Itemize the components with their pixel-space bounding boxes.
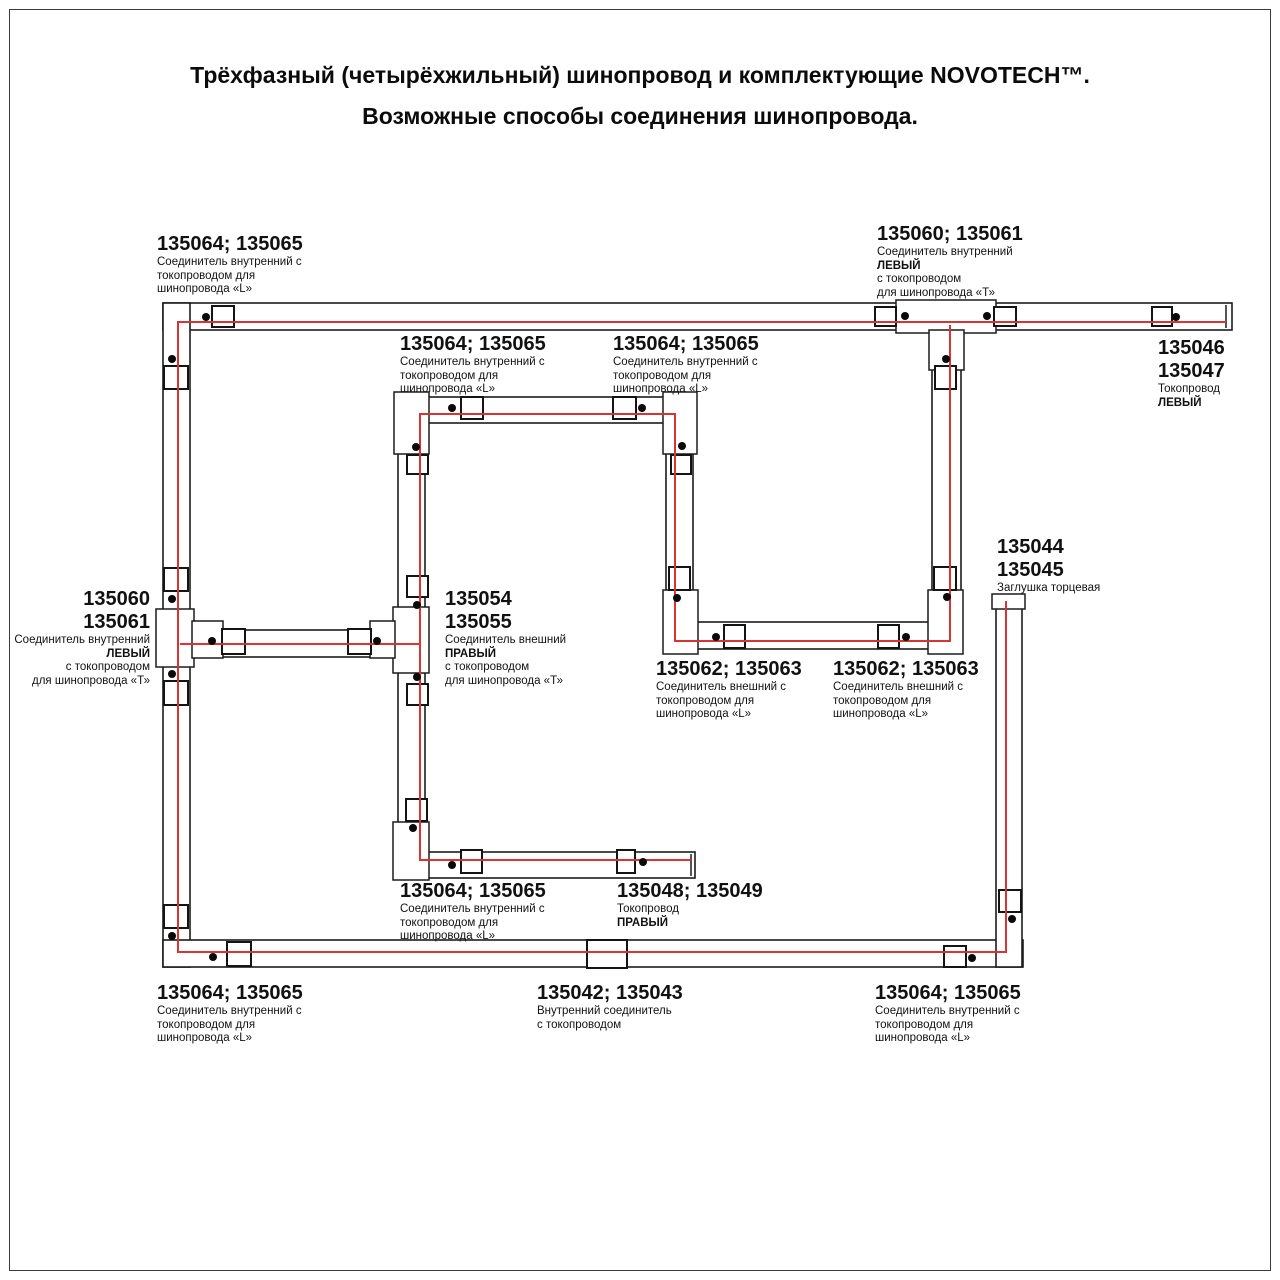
label-middle-top-left-connector <box>400 333 546 397</box>
dot <box>902 633 910 641</box>
label-line: токопроводом для <box>157 269 256 282</box>
part-code: 135064; 135065 <box>400 333 546 355</box>
t-connector-left <box>156 609 194 667</box>
connector-box <box>407 684 428 705</box>
dot <box>901 312 909 320</box>
connector-box <box>222 629 245 654</box>
connector-box <box>164 366 188 389</box>
label-line: с токопроводом <box>537 1018 622 1031</box>
connector-box <box>617 850 635 873</box>
dot <box>712 633 720 641</box>
label-line: Соединитель внешний с <box>833 681 964 693</box>
track-top-horizontal <box>163 303 1232 330</box>
label-line: ЛЕВЫЙ <box>1158 396 1202 409</box>
label-middle-bottom-connector <box>400 880 546 944</box>
label-line: токопроводом для <box>833 694 932 707</box>
t-connector-top <box>896 300 996 333</box>
corner-middle-top-left <box>394 392 429 454</box>
label-line: токопроводом для <box>613 369 712 382</box>
label-line: Соединитель внутренний с <box>400 903 545 915</box>
label-bottom-right-connector <box>875 982 1021 1046</box>
label-center-t-connector <box>445 588 566 688</box>
track-middle-bottom <box>398 852 695 878</box>
part-code: 135064; 135065 <box>875 982 1021 1004</box>
label-line: Соединитель внутренний <box>14 634 150 646</box>
label-line: ПРАВЫЙ <box>617 916 669 929</box>
part-code: 135054 <box>445 588 512 610</box>
part-code: 135060 <box>83 588 150 610</box>
label-line: шинопровода «L» <box>157 283 253 295</box>
connector-box <box>461 850 482 873</box>
label-line: Заглушка торцевая <box>997 582 1101 594</box>
part-code: 135046 <box>1158 337 1225 359</box>
connector-box <box>994 307 1016 326</box>
connector-box <box>406 799 427 821</box>
part-code: 135064; 135065 <box>157 233 303 255</box>
label-line: токопроводом для <box>157 1018 256 1031</box>
connector-box <box>999 890 1021 912</box>
dot <box>448 404 456 412</box>
label-feed-left <box>1158 337 1225 410</box>
label-line: Токопровод <box>1158 383 1220 395</box>
dot <box>168 355 176 363</box>
connector-box <box>461 397 483 419</box>
dot <box>639 858 647 866</box>
dot <box>673 594 681 602</box>
label-line: Соединитель внутренний с <box>157 1005 302 1017</box>
connector-box <box>407 576 428 597</box>
dot <box>168 595 176 603</box>
dot <box>1172 313 1180 321</box>
part-code: 135060; 135061 <box>877 223 1023 245</box>
label-line: Токопровод <box>617 903 679 915</box>
label-line: Внутренний соединитель <box>537 1005 672 1017</box>
connector-box <box>164 681 188 705</box>
t-connector-left-arm <box>192 621 223 658</box>
track-rightloop-bottom <box>666 622 960 649</box>
label-line: для шинопровода «Т» <box>445 674 563 687</box>
label-line: ПРАВЫЙ <box>445 647 497 660</box>
part-code: 135064; 135065 <box>157 982 303 1004</box>
end-cap <box>992 594 1025 609</box>
label-line: Соединитель внутренний с <box>875 1005 1020 1017</box>
dot <box>678 442 686 450</box>
connector-box <box>669 567 690 590</box>
label-line: ЛЕВЫЙ <box>877 259 921 272</box>
dot <box>943 593 951 601</box>
part-code: 135061 <box>83 611 150 633</box>
dot <box>168 932 176 940</box>
dot <box>409 824 417 832</box>
part-code: 135045 <box>997 559 1064 581</box>
inner-connector-box <box>587 940 627 968</box>
label-inner-connector <box>537 982 683 1032</box>
connector-box <box>934 567 956 590</box>
part-code: 135044 <box>997 536 1064 558</box>
track-middle-top <box>398 397 693 423</box>
dot <box>942 355 950 363</box>
label-line: шинопровода «L» <box>656 708 752 720</box>
label-line: Соединитель внутренний с <box>613 356 758 368</box>
dot <box>373 637 381 645</box>
part-code: 135048; 135049 <box>617 880 763 902</box>
label-line: с токопроводом <box>877 273 962 285</box>
label-line: с токопроводом <box>445 661 530 673</box>
connector-box <box>1152 307 1172 326</box>
label-line: шинопровода «L» <box>157 1032 253 1044</box>
connector-box <box>164 568 188 591</box>
dot <box>412 443 420 451</box>
label-line: шинопровода «L» <box>400 930 496 942</box>
connector-box <box>875 307 896 326</box>
label-line: Соединитель внешний с <box>656 681 787 693</box>
label-line: токопроводом для <box>400 916 499 929</box>
connector-box <box>348 629 371 654</box>
label-line: шинопровода «L» <box>875 1032 971 1044</box>
label-line: шинопровода «L» <box>833 708 929 720</box>
label-line: с токопроводом <box>65 661 150 673</box>
connector-box <box>407 455 428 474</box>
label-feed-right <box>617 880 763 930</box>
connector-box <box>944 946 966 967</box>
t-connector-top-stem <box>929 330 964 370</box>
dot <box>638 404 646 412</box>
part-code: 135064; 135065 <box>400 880 546 902</box>
connector-box <box>878 625 899 648</box>
label-line: шинопровода «L» <box>400 383 496 395</box>
label-line: Соединитель внешний <box>445 634 567 646</box>
dot <box>968 954 976 962</box>
label-line: Соединитель внутренний <box>877 246 1013 258</box>
connector-box <box>935 366 956 389</box>
label-line: для шинопровода «Т» <box>877 286 995 299</box>
label-line: токопроводом для <box>656 694 755 707</box>
label-outer-corner-right <box>833 658 979 722</box>
label-outer-corner-left <box>656 658 802 722</box>
label-top-left-connector <box>157 233 303 297</box>
label-top-right-t-connector <box>877 223 1023 300</box>
dot <box>168 670 176 678</box>
label-left-t-connector <box>10 588 150 688</box>
connector-box <box>724 625 745 648</box>
dot <box>208 637 216 645</box>
label-line: для шинопровода «Т» <box>32 674 150 687</box>
label-line: Соединитель внутренний с <box>400 356 545 368</box>
connector-box <box>212 306 234 327</box>
part-code: 135042; 135043 <box>537 982 683 1004</box>
part-code: 135062; 135063 <box>656 658 802 680</box>
label-line: шинопровода «L» <box>613 383 709 395</box>
part-code: 135062; 135063 <box>833 658 979 680</box>
part-code: 135047 <box>1158 360 1225 382</box>
label-line: ЛЕВЫЙ <box>106 647 150 660</box>
label-bottom-left-connector <box>157 982 303 1046</box>
dot <box>1008 915 1016 923</box>
title-line-2: Возможные способы соединения шинопровода. <box>362 103 918 129</box>
dot <box>413 601 421 609</box>
label-line: токопроводом для <box>875 1018 974 1031</box>
connector-box <box>613 397 636 419</box>
dot <box>413 673 421 681</box>
label-end-cap <box>997 536 1100 596</box>
part-code: 135064; 135065 <box>613 333 759 355</box>
dot <box>202 313 210 321</box>
dot <box>209 953 217 961</box>
dot <box>983 312 991 320</box>
title-line-1: Трёхфазный (четырёхжильный) шинопровод и комплектующие NOVOTECH™. <box>190 62 1090 88</box>
connector-box <box>227 942 251 966</box>
dot <box>448 861 456 869</box>
t-connector-center <box>393 607 429 673</box>
label-middle-top-right-connector <box>613 333 759 397</box>
label-line: Соединитель внутренний с <box>157 256 302 268</box>
connector-box <box>164 905 188 928</box>
label-line: токопроводом для <box>400 369 499 382</box>
part-code: 135055 <box>445 611 512 633</box>
